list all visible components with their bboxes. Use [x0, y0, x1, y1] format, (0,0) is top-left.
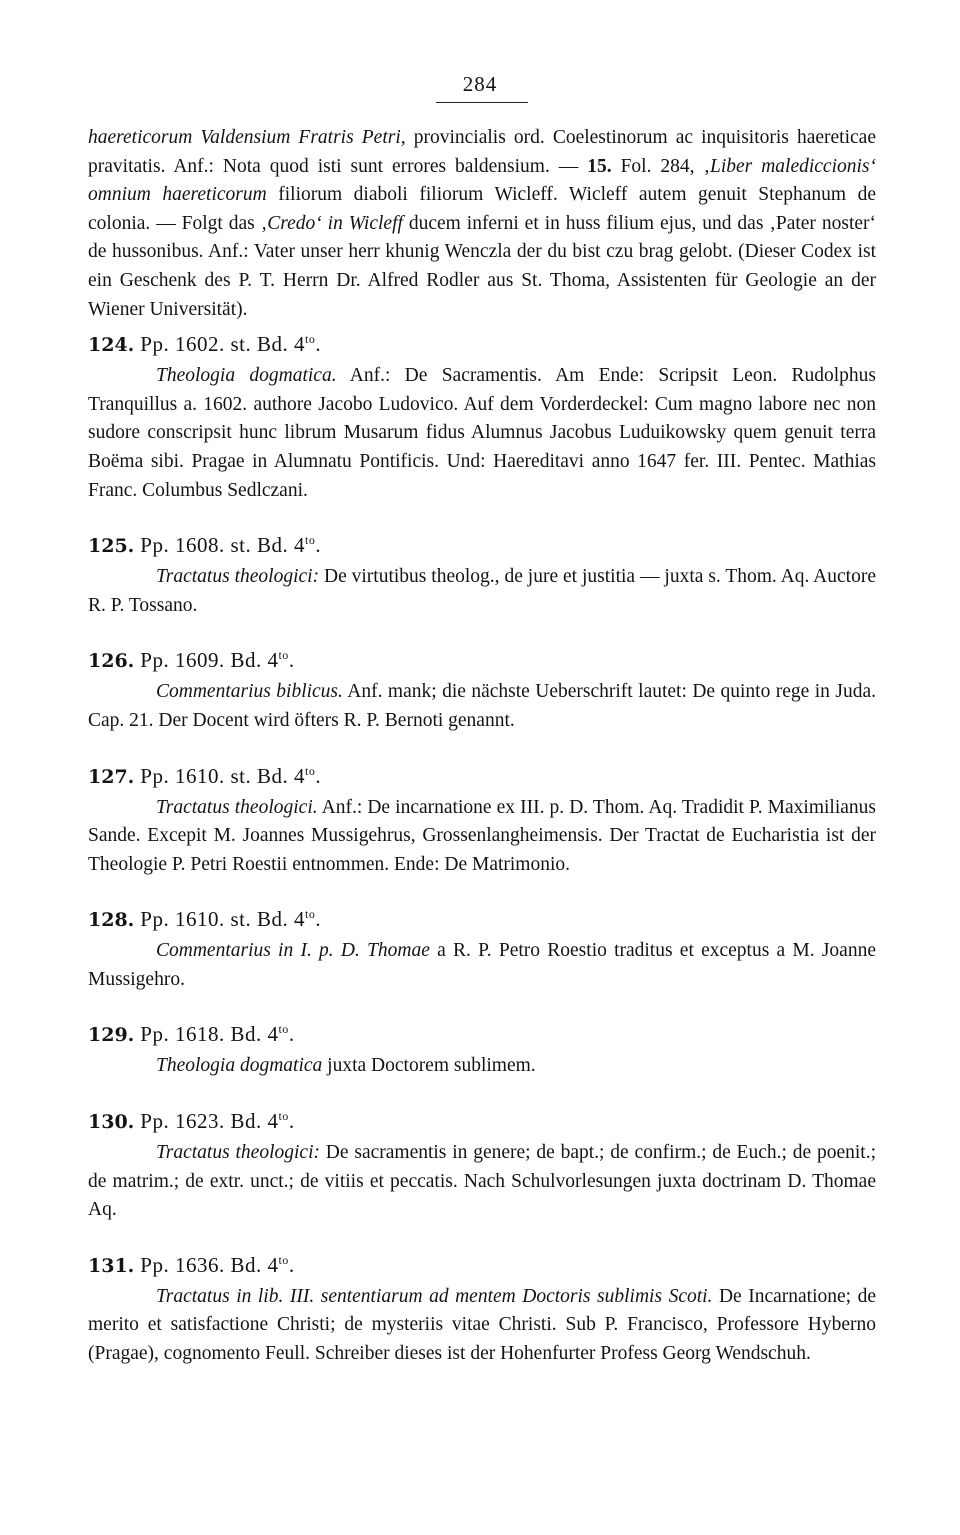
entry-number: 124.: [88, 334, 135, 357]
catalog-entry: [88, 1014, 876, 1081]
italic-title-text: Theologia dogmatica.: [156, 365, 337, 387]
entry-number: 128.: [88, 909, 135, 932]
entry-format-text: Pp. 1609. Bd. 4: [140, 648, 279, 673]
entry-format-superscript: to: [304, 763, 316, 778]
catalog-entry: [88, 640, 876, 735]
entry-heading: [88, 1101, 876, 1137]
entry-description: [88, 1052, 876, 1081]
entry-number: 131.: [88, 1254, 135, 1277]
entry-heading: [88, 1014, 876, 1050]
entry-description: [88, 678, 876, 735]
entry-description: [88, 937, 876, 994]
entry-number: 129.: [88, 1024, 135, 1047]
italic-title-text: ‚Liber malediccionis‘ omnium haereticorum: [88, 155, 877, 206]
body-text: a R. P. Petro Roestio traditus et exceptus a M. Joanne Mussigehro.: [88, 940, 876, 990]
catalog-entry: [88, 1245, 876, 1369]
catalog-entry: [88, 756, 876, 880]
italic-title-text: Commentarius in I. p. D. Thomae: [156, 940, 430, 962]
entry-format-text: Pp. 1618. Bd. 4: [140, 1022, 279, 1047]
entry-format: [140, 907, 321, 931]
entry-description: [88, 362, 876, 505]
entry-format-end: .: [315, 907, 322, 932]
entry-format-superscript: to: [304, 907, 316, 922]
entry-description: [88, 794, 876, 880]
catalog-entry: [88, 324, 876, 505]
entry-format: [140, 1022, 294, 1046]
entry-format-text: Pp. 1623. Bd. 4: [140, 1109, 279, 1134]
entry-format-superscript: to: [304, 533, 316, 548]
entry-format: [140, 648, 294, 672]
entry-format-superscript: to: [278, 1022, 289, 1037]
entry-heading: [88, 899, 876, 935]
entry-format-end: .: [315, 533, 322, 558]
page-number: 284: [462, 72, 498, 96]
entry-format-end: .: [288, 1252, 295, 1277]
italic-title-text: Commentarius biblicus.: [156, 681, 343, 703]
entry-description: [88, 1283, 876, 1369]
entry-format: [140, 1253, 294, 1277]
italic-title-text: Tractatus theologici:: [156, 566, 320, 588]
italic-title-text: Tractatus in lib. III. sententiarum ad mentem Doctoris sublimis Scoti.: [156, 1285, 713, 1307]
entry-heading: [88, 640, 876, 676]
body-text: ducem inferni et in huss filium ejus, und das ‚Pater noster‘ de hussonibus. Anf.: Vater unser herr khunig Wenczla der du bist czu brag gelobt. (Dieser Codex ist ein Geschenk des P. T. Herrn Dr. Alfred Rodler aus St. Thoma, Assistenten für Geologie an der Wiener Universität).: [88, 212, 877, 320]
catalog-entry: [88, 525, 876, 620]
catalog-entries: [88, 324, 876, 1368]
entry-format-end: .: [315, 763, 322, 788]
italic-title-text: haereticorum Valdensium Fratris Petri,: [88, 127, 406, 148]
entry-number: 130.: [88, 1111, 135, 1134]
entry-format: [140, 764, 321, 788]
entry-description: [88, 563, 876, 620]
body-text: Anf.: De incarnatione ex III. p. D. Thom. Aq. Tradidit P. Maximilianus Sande. Excepit M. Joannes Mussigehrus, Grossenlangheimensis. Der Tractat de Eucharistia ist der Theologie P. Petri Roestii entnommen. Ende: De Matrimonio.: [88, 796, 876, 875]
entry-format-text: Pp. 1610. st. Bd. 4: [140, 907, 305, 932]
entry-format: [140, 332, 321, 356]
entry-format: [140, 533, 321, 557]
page-number-rule: [436, 102, 528, 103]
entry-format-end: .: [288, 1022, 295, 1047]
entry-format: [140, 1109, 294, 1133]
catalog-entry: [88, 899, 876, 994]
entry-format-superscript: to: [278, 1252, 289, 1267]
body-text: De Incarnatione; de merito et satisfactione Christi; de mysteriis vitae Christi. Sub P. Francisco, Professore Hyberno (Pragae), cognomento Feull. Schreiber dieses ist der Hohenfurter Profess Georg Wendschuh.: [88, 1285, 876, 1365]
entry-heading: [88, 1245, 876, 1281]
intro-paragraph: [88, 124, 876, 324]
body-text: De virtutibus theolog., de jure et justitia — juxta s. Thom. Aq. Auctore R. P. Tossano.: [88, 566, 876, 616]
entry-heading: [88, 324, 876, 360]
entry-format-end: .: [288, 648, 295, 673]
entry-format-superscript: to: [278, 648, 289, 663]
entry-format-text: Pp. 1608. st. Bd. 4: [140, 533, 305, 558]
entry-heading: [88, 756, 876, 792]
body-text: Fol. 284,: [611, 155, 704, 177]
entry-description: [88, 1139, 876, 1225]
entry-format-end: .: [315, 332, 322, 357]
entry-format-text: Pp. 1636. Bd. 4: [140, 1252, 279, 1277]
entry-format-text: Pp. 1602. st. Bd. 4: [140, 332, 305, 357]
italic-title-text: Tractatus theologici:: [156, 1142, 320, 1164]
entry-number: 127.: [88, 765, 135, 788]
entry-heading: [88, 525, 876, 561]
italic-title-text: Theologia dogmatica: [156, 1055, 323, 1077]
body-text: Anf.: De Sacramentis. Am Ende: Scripsit Leon. Rudolphus Tranquillus a. 1602. authore Jacobo Ludovico. Auf dem Vorderdeckel: Cum magno labore nec non sudore conscripsit hunc librum Musarum fidus Alumnus Jacobus Luduikowsky quem genuit terra Boëma sibi. Pragae in Alumnatu Pontificis. Und: Haereditavi anno 1647 fer. III. Pentec. Mathias Franc. Columbus Sedlczani.: [88, 365, 876, 501]
entry-format-text: Pp. 1610. st. Bd. 4: [140, 763, 305, 788]
body-text: provincialis ord. Coelestinorum ac inquisitoris haereticae pravitatis. Anf.: Nota quod isti sunt errores baldensium. —: [88, 127, 876, 177]
body-text: Anf. mank; die nächste Ueberschrift lautet: De quinto rege in Juda. Cap. 21. Der Docent wird öfters R. P. Bernoti genannt.: [88, 681, 876, 731]
entry-number: 125.: [88, 535, 135, 558]
italic-title-text: Tractatus theologici.: [156, 796, 318, 818]
entry-format-superscript: to: [278, 1109, 289, 1124]
entry-format-end: .: [288, 1109, 295, 1134]
entry-number: 126.: [88, 650, 135, 673]
body-text: juxta Doctorem sublimem.: [322, 1055, 536, 1077]
body-text: De sacramentis in genere; de bapt.; de confirm.; de Euch.; de poenit.; de matrim.; de extr. unct.; de vitiis et peccatis. Nach Schulvorlesungen juxta doctrinam D. Thomae Aq.: [88, 1142, 876, 1221]
italic-title-text: ‚Credo‘ in Wicleff: [260, 212, 403, 234]
bold-text: 15.: [587, 155, 612, 177]
entry-format-superscript: to: [304, 332, 316, 347]
body-text: filiorum diaboli filiorum Wicleff. Wicleff autem genuit Stephanum de colonia. — Folgt das: [88, 184, 876, 234]
catalog-entry: [88, 1101, 876, 1225]
page-content: [88, 124, 876, 1389]
